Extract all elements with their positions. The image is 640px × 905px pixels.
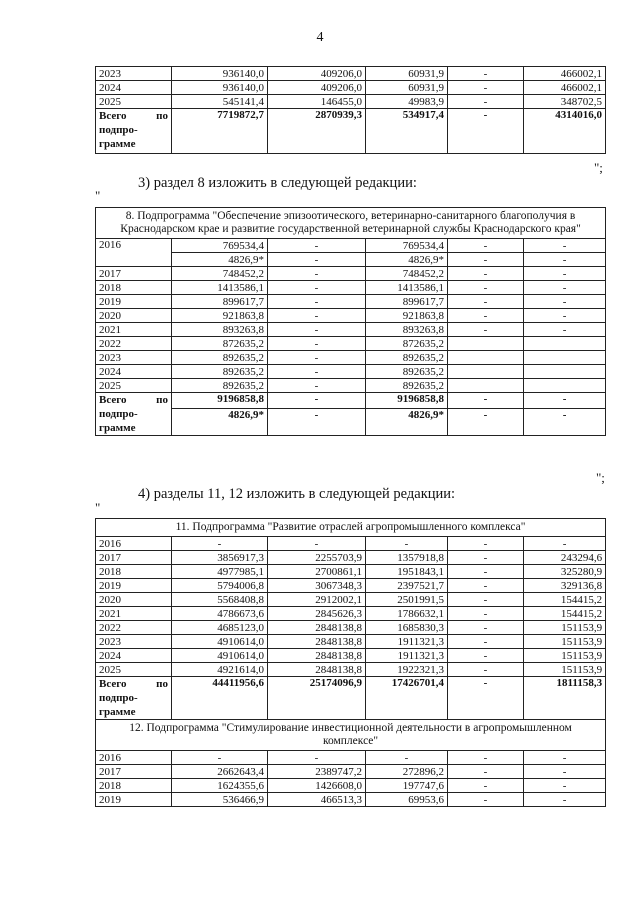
top-total-row: [96, 109, 606, 154]
table-row: 4826,9* - 4826,9* - -: [96, 253, 606, 267]
value-cell: -: [448, 765, 524, 779]
table-row: [96, 365, 606, 379]
value-cell: 409206,0: [268, 81, 366, 95]
table-row: [96, 779, 606, 793]
value-cell: 3067348,3: [268, 579, 366, 593]
year-cell: 2019: [96, 579, 172, 593]
value-cell: 892635,2: [366, 379, 448, 393]
value-cell: -: [268, 323, 366, 337]
paragraph-3: 3) раздел 8 изложить в следующей редакции:: [138, 175, 417, 191]
value-cell: 1357918,8: [366, 551, 448, 565]
table-row: [96, 379, 606, 393]
value-cell: [524, 365, 606, 379]
value-cell: -: [448, 579, 524, 593]
year-cell: 2021: [96, 607, 172, 621]
paragraph-4: 4) разделы 11, 12 изложить в следующей редакции:: [138, 486, 456, 502]
table-row: [96, 281, 606, 295]
value-cell: -: [448, 295, 524, 309]
total-cell: 534917,4: [366, 109, 448, 154]
value-cell: 872635,2: [366, 337, 448, 351]
total-label: Всего по подпро- грамме: [96, 677, 172, 720]
value-cell: 748452,2: [172, 267, 268, 281]
section11-title: 11. Подпрограмма "Развитие отраслей агропромышленного комплекса": [96, 519, 606, 537]
table-row: [96, 565, 606, 579]
year-cell: 2016: [96, 751, 172, 765]
value-cell: 146455,0: [268, 95, 366, 109]
value-cell: 49983,9: [366, 95, 448, 109]
year-cell: 2024: [96, 649, 172, 663]
value-cell: 1951843,1: [366, 565, 448, 579]
value-cell: 892635,2: [366, 365, 448, 379]
value-cell: 60931,9: [366, 81, 448, 95]
section11-12-table: [95, 518, 606, 807]
value-cell: 1624355,6: [172, 779, 268, 793]
value-cell: -: [268, 365, 366, 379]
value-cell: 545141,4: [172, 95, 268, 109]
value-cell: 2848138,8: [268, 663, 366, 677]
value-cell: -: [268, 309, 366, 323]
value-cell: 2389747,2: [268, 765, 366, 779]
value-cell: 197747,6: [366, 779, 448, 793]
value-cell: -: [524, 309, 606, 323]
value-cell: -: [448, 621, 524, 635]
value-cell: 151153,9: [524, 649, 606, 663]
value-cell: -: [448, 551, 524, 565]
table-row: [96, 81, 606, 95]
value-cell: 272896,2: [366, 765, 448, 779]
table-row: [96, 751, 606, 765]
table-row: [96, 621, 606, 635]
table-row: [96, 337, 606, 351]
value-cell: 348702,5: [524, 95, 606, 109]
value-cell: [524, 379, 606, 393]
year-cell: 2018: [96, 565, 172, 579]
year-cell: 2025: [96, 95, 172, 109]
value-cell: 2700861,1: [268, 565, 366, 579]
value-cell: 899617,7: [366, 295, 448, 309]
table-row: [96, 649, 606, 663]
value-cell: 466002,1: [524, 81, 606, 95]
value-cell: 936140,0: [172, 67, 268, 81]
value-cell: -: [268, 537, 366, 551]
year-cell: 2020: [96, 309, 172, 323]
section8-total-row: Всего по подпро- грамме 9196858,8 - 9196858,8 - -: [96, 393, 606, 409]
value-cell: -: [524, 267, 606, 281]
value-cell: -: [524, 765, 606, 779]
opening-quote: ": [95, 500, 101, 515]
opening-quote: ": [95, 188, 101, 203]
value-cell: 892635,2: [172, 365, 268, 379]
value-cell: -: [268, 295, 366, 309]
value-cell: 4921614,0: [172, 663, 268, 677]
table-row: [96, 351, 606, 365]
value-cell: 2912002,1: [268, 593, 366, 607]
value-cell: 466513,3: [268, 793, 366, 807]
value-cell: -: [448, 779, 524, 793]
total-cell: 4314016,0: [524, 109, 606, 154]
table-row: [96, 267, 606, 281]
value-cell: 1426608,0: [268, 779, 366, 793]
table-row: [96, 607, 606, 621]
value-cell: -: [448, 751, 524, 765]
value-cell: 5794006,8: [172, 579, 268, 593]
value-cell: -: [268, 751, 366, 765]
section8-table: [95, 207, 606, 436]
value-cell: 4977985,1: [172, 565, 268, 579]
year-cell: 2024: [96, 365, 172, 379]
value-cell: -: [524, 751, 606, 765]
value-cell: 2848138,8: [268, 621, 366, 635]
value-cell: -: [524, 295, 606, 309]
year-cell: 2023: [96, 67, 172, 81]
value-cell: -: [448, 67, 524, 81]
value-cell: -: [366, 751, 448, 765]
value-cell: 151153,9: [524, 635, 606, 649]
value-cell: 2848138,8: [268, 635, 366, 649]
year-cell: 2017: [96, 551, 172, 565]
table-row: [96, 593, 606, 607]
value-cell: -: [448, 81, 524, 95]
table-row: [96, 765, 606, 779]
value-cell: 4685123,0: [172, 621, 268, 635]
value-cell: -: [448, 649, 524, 663]
year-cell: 2017: [96, 267, 172, 281]
value-cell: 154415,2: [524, 607, 606, 621]
value-cell: -: [448, 607, 524, 621]
value-cell: -: [448, 635, 524, 649]
value-cell: -: [268, 281, 366, 295]
value-cell: 2397521,7: [366, 579, 448, 593]
value-cell: -: [172, 537, 268, 551]
value-cell: 69953,6: [366, 793, 448, 807]
value-cell: 1413586,1: [172, 281, 268, 295]
value-cell: -: [448, 267, 524, 281]
table-row: [96, 537, 606, 551]
closing-quote: ";: [594, 160, 603, 175]
value-cell: 893263,8: [366, 323, 448, 337]
value-cell: 1685830,3: [366, 621, 448, 635]
value-cell: [448, 379, 524, 393]
value-cell: -: [268, 379, 366, 393]
value-cell: 1922321,3: [366, 663, 448, 677]
value-cell: -: [524, 537, 606, 551]
page-number: 4: [316, 30, 324, 45]
section8-total-row-b: 4826,9* - 4826,9* - -: [96, 409, 606, 436]
year-cell: 2018: [96, 779, 172, 793]
top-table: [95, 66, 606, 154]
value-cell: 1413586,1: [366, 281, 448, 295]
value-cell: 893263,8: [172, 323, 268, 337]
value-cell: -: [524, 323, 606, 337]
table-row: 2016 769534,4 - 769534,4 - -: [96, 239, 606, 253]
value-cell: -: [524, 779, 606, 793]
value-cell: 154415,2: [524, 593, 606, 607]
year-cell: 2024: [96, 81, 172, 95]
value-cell: -: [448, 323, 524, 337]
section12-title: 12. Подпрограмма "Стимулирование инвестиционной деятельности в агропромышленном комплексе": [96, 720, 606, 751]
value-cell: 4910614,0: [172, 649, 268, 663]
value-cell: -: [448, 95, 524, 109]
table-row: [96, 663, 606, 677]
value-cell: [448, 351, 524, 365]
value-cell: 466002,1: [524, 67, 606, 81]
total-label: Всего по подпро- грамме: [96, 393, 172, 436]
total-cell: 2870939,3: [268, 109, 366, 154]
value-cell: -: [448, 593, 524, 607]
table-row: [96, 67, 606, 81]
year-cell: 2019: [96, 793, 172, 807]
year-cell: 2025: [96, 379, 172, 393]
value-cell: 2848138,8: [268, 649, 366, 663]
year-cell: 2022: [96, 621, 172, 635]
value-cell: -: [448, 537, 524, 551]
value-cell: -: [268, 337, 366, 351]
closing-quote: ";: [596, 470, 605, 485]
year-cell: 2021: [96, 323, 172, 337]
value-cell: 892635,2: [366, 351, 448, 365]
value-cell: -: [448, 663, 524, 677]
value-cell: 892635,2: [172, 351, 268, 365]
table-row: [96, 635, 606, 649]
value-cell: 921863,8: [172, 309, 268, 323]
year-cell: 2019: [96, 295, 172, 309]
total-cell: 7719872,7: [172, 109, 268, 154]
value-cell: -: [448, 281, 524, 295]
value-cell: 2501991,5: [366, 593, 448, 607]
value-cell: 325280,9: [524, 565, 606, 579]
table-row: [96, 95, 606, 109]
value-cell: 936140,0: [172, 81, 268, 95]
total-label: Всего по подпро- грамме: [96, 109, 172, 154]
table-row: [96, 579, 606, 593]
total-cell: -: [448, 109, 524, 154]
value-cell: 60931,9: [366, 67, 448, 81]
value-cell: [524, 337, 606, 351]
year-cell: 2020: [96, 593, 172, 607]
value-cell: 1911321,3: [366, 649, 448, 663]
year-cell: 2022: [96, 337, 172, 351]
value-cell: 151153,9: [524, 621, 606, 635]
value-cell: 748452,2: [366, 267, 448, 281]
value-cell: 409206,0: [268, 67, 366, 81]
table-row: [96, 309, 606, 323]
section8-title: 8. Подпрограмма "Обеспечение эпизоотического, ветеринарно-санитарного благополучия в Краснодарском крае и развитие государственной ветеринарной службы Краснодарского края": [96, 208, 606, 239]
value-cell: 4910614,0: [172, 635, 268, 649]
value-cell: 2255703,9: [268, 551, 366, 565]
value-cell: 1786632,1: [366, 607, 448, 621]
table-row: [96, 551, 606, 565]
value-cell: 3856917,3: [172, 551, 268, 565]
section11-total-row: Всего по подпро- грамме 44411956,6 25174096,9 17426701,4 - 1811158,3: [96, 677, 606, 720]
value-cell: 329136,8: [524, 579, 606, 593]
year-cell: 2018: [96, 281, 172, 295]
value-cell: 2662643,4: [172, 765, 268, 779]
value-cell: -: [172, 751, 268, 765]
value-cell: -: [448, 793, 524, 807]
value-cell: [448, 337, 524, 351]
year-cell: 2017: [96, 765, 172, 779]
value-cell: 892635,2: [172, 379, 268, 393]
value-cell: 536466,9: [172, 793, 268, 807]
year-cell: 2016: [96, 537, 172, 551]
table-row: [96, 295, 606, 309]
table-row: [96, 323, 606, 337]
value-cell: -: [448, 565, 524, 579]
value-cell: 4786673,6: [172, 607, 268, 621]
value-cell: 899617,7: [172, 295, 268, 309]
value-cell: -: [268, 267, 366, 281]
value-cell: 1911321,3: [366, 635, 448, 649]
value-cell: 872635,2: [172, 337, 268, 351]
value-cell: 5568408,8: [172, 593, 268, 607]
value-cell: 921863,8: [366, 309, 448, 323]
value-cell: -: [448, 309, 524, 323]
value-cell: [524, 351, 606, 365]
year-cell: 2025: [96, 663, 172, 677]
value-cell: -: [268, 351, 366, 365]
value-cell: 151153,9: [524, 663, 606, 677]
value-cell: -: [366, 537, 448, 551]
value-cell: -: [524, 793, 606, 807]
value-cell: [448, 365, 524, 379]
year-cell: 2023: [96, 351, 172, 365]
value-cell: 2845626,3: [268, 607, 366, 621]
table-row: [96, 793, 606, 807]
year-cell: 2023: [96, 635, 172, 649]
value-cell: 243294,6: [524, 551, 606, 565]
value-cell: -: [524, 281, 606, 295]
